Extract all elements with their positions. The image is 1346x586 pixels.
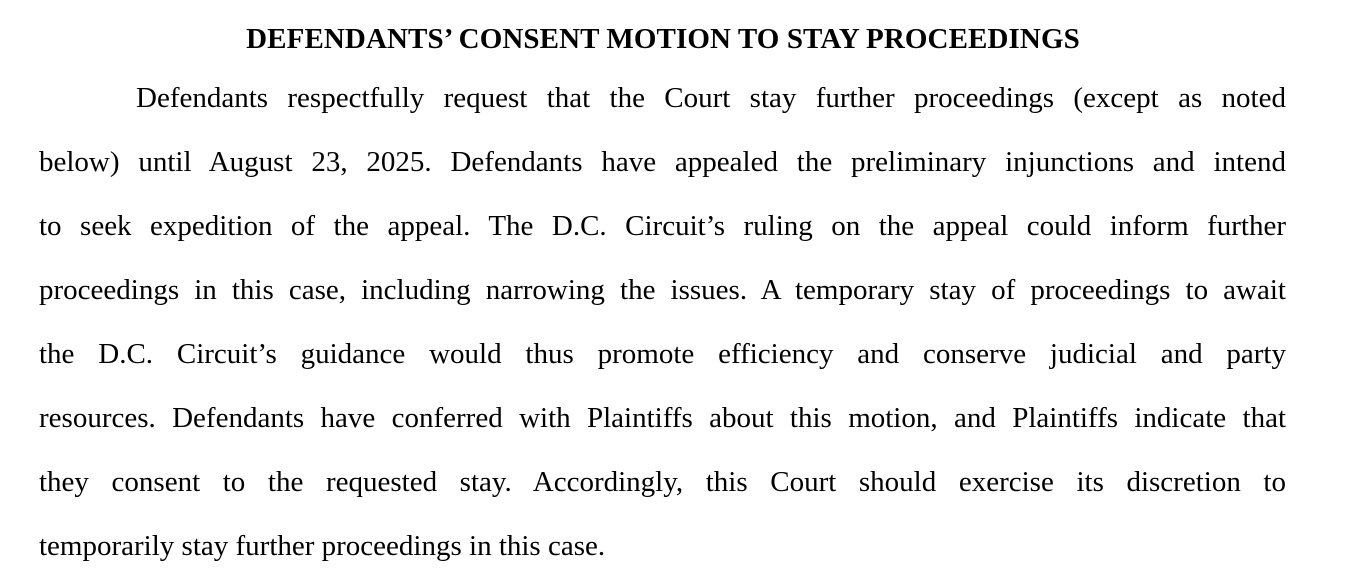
- paragraph-line-5: the D.C. Circuit’s guidance would thus promote efficiency and conserve judicial and party: [39, 338, 1286, 370]
- document-title: DEFENDANTS’ CONSENT MOTION TO STAY PROCEEDINGS: [246, 23, 1080, 55]
- paragraph-line-6: resources. Defendants have conferred with Plaintiffs about this motion, and Plaintiffs indicate that: [39, 402, 1286, 434]
- paragraph-line-2: below) until August 23, 2025. Defendants have appealed the preliminary injunctions and intend: [39, 146, 1286, 178]
- paragraph-line-4: proceedings in this case, including narrowing the issues. A temporary stay of proceedings to await: [39, 274, 1286, 306]
- paragraph-line-7: they consent to the requested stay. Accordingly, this Court should exercise its discretion to: [39, 466, 1286, 498]
- paragraph-line-3: to seek expedition of the appeal. The D.C. Circuit’s ruling on the appeal could inform further: [39, 210, 1286, 242]
- paragraph-line-1: Defendants respectfully request that the Court stay further proceedings (except as noted: [136, 82, 1286, 114]
- paragraph-line-8: temporarily stay further proceedings in this case.: [39, 530, 606, 562]
